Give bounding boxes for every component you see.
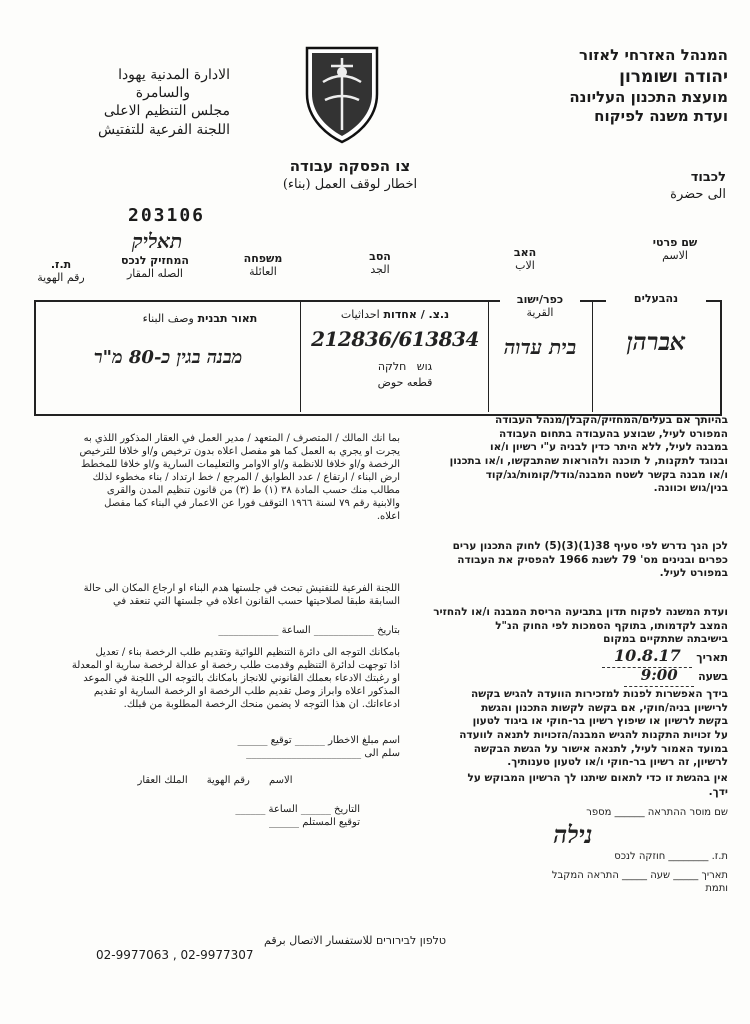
hebrew-para-2 [428,540,728,581]
village-he: כפר/ישוב [516,293,564,306]
arabic-authority-line: مجلس التنظيم الاعلى [103,103,230,120]
parcel-he: חלקה [377,360,407,373]
holder-sig-label: חוזקה לנכס [614,851,666,863]
hebrew-line: בנין/גוש וכוונה. [653,482,728,495]
hebrew-line: במפורט לעיל. [659,567,728,580]
hebrew-line: המצב לקדמותו, בתוקף הסמכות לפי החוק הנ"ל [495,619,728,632]
arabic-authority [30,66,230,139]
name-he: שם פרטי [652,236,698,249]
desc-ar: وصف البناء [142,312,194,325]
family-ar: العائلة [249,265,277,278]
hebrew-line: אין בהגשת זו כדי לתאום שיתנו לך הרשיון המבוקש על [467,772,728,784]
arabic-line: اللجنة الفرعية للتفتيش تبحث في جلستها هدم البناء او ارجاع المكان الى حالة [83,583,400,594]
hebrew-para-4 [418,688,728,770]
description-value: מבנה בגין כ-80 מ"ר [93,347,243,368]
arabic-authority-line: اللجنة الفرعية للتفتيش [97,121,230,138]
arabic-authority-line: والسامرة [135,85,190,102]
arabic-line: والابنية رقم ٧٩ لسنة ١٩٦٦ التوقف فورا عن الاعمار في البناء كما مفصل [104,498,400,509]
date-label: תאריך [701,870,728,882]
handwritten-signature: נילה [553,820,593,849]
arabic-line: يجرت او يجري به العمل كما هو مفصل اعلاه بدون ترخيص و/او خلافا للترخيص [79,446,400,457]
village-label [500,293,580,319]
footer-phone-text: טלפון לבירורים للاستفسار الاتصال برقم [264,934,446,947]
arabic-para-1 [30,432,400,523]
block-parcel-labels [330,360,480,373]
field-holder-label [110,254,200,280]
arabic-para-2 [30,582,400,608]
arabic-session: بتاريخ ____________ الساعة ____________ [218,625,400,636]
coords-value: 212836/613834 [311,327,479,351]
session-time-label: בשעה [698,670,728,683]
hebrew-authority-line: מועצת התכנון העליונה [569,87,728,106]
grandfather-ar: الجد [370,263,390,276]
holder-he: המחזיק לנכס [121,254,189,267]
holder-ar: الصله المقار [127,267,183,280]
id-ar: رقم الهوية [37,271,85,284]
serve-label: ותמת [705,883,728,895]
hebrew-para-5 [418,772,728,799]
arabic-line: المذكور اعلاه وابراز وصل تقديم طلب الرخصة او الرخصة السارية او تقديم [93,686,400,697]
hebrew-session-time [428,666,728,687]
hebrew-authority-line: המנהל האזרחי לאזור [579,46,728,64]
arabic-authority-line: الادارة المدنية يهودا [118,67,230,83]
document-title [240,157,460,193]
arabic-line: بما انك المالك / المتصرف / المتعهد / مدير العمل في العقار المذكور اللذي به [83,433,400,444]
arabic-date-label: بتاريخ [377,625,400,636]
block-he: גוש [416,360,433,373]
emblem-shield-icon [303,42,381,144]
field-grandfather-label [345,250,415,276]
session-time-value: 9:00 [624,666,694,687]
hebrew-para-3 [428,606,728,647]
recipient-label: سلم الى [364,748,400,759]
hebrew-authority-line: יהודה ושומרון [619,66,728,87]
arabic-line: ارض البناء / ارتفاع / عدد الطوابق / المرجع / خط ارتداد / بناء مخطوء لذلك [92,472,400,483]
name-ar: الاسم [662,249,688,262]
hebrew-line: במועד האמור לעיל, לתנאה אישור על הגשת הבקשה [473,742,728,755]
hebrew-line: כפרים ובנינים מס' 79 לשנת 1966 להפסיק את העבודה [457,553,728,566]
arabic-line: او رغبتك الادعاء بعملك القانوني للانجاز بامكانك بالتوجه الى اللجنة في الموعد [83,673,400,684]
order-number: 203106 [128,205,206,226]
hebrew-line: לכן הנך נדרש לפי סעיף 38(1)(3)(5) לחוק התכנון ערים [452,540,728,552]
grandfather-he: הסב [369,250,391,263]
hebrew-line: ו/או מבנה בקשר לשטח המבנה/גודל/קומות/גג/קוד [485,468,728,481]
father-he: האב [513,246,537,259]
parcel-ar-labels [330,376,480,389]
session-date-value: 10.8.17 [602,646,692,668]
father-ar: الاب [515,259,535,272]
coords-he: נ.צ. / אחדות [383,308,450,321]
col-name-label: الاسم [268,775,293,786]
hebrew-line: ידך. [708,785,728,798]
field-name-label [640,236,710,262]
coords-ar: احداثيات [340,308,380,321]
desc-he: תאור תבנית [197,312,258,325]
box-divider [488,302,489,412]
col-owner-label: الملك العقار [137,775,188,786]
arabic-para-3 [30,646,400,711]
field-father-label [490,246,560,272]
title-arabic: اخطار لوقف العمل (بناء) [282,176,418,192]
receiver-signature-label: توقيع المستلم [302,817,360,828]
desc-label [110,312,290,325]
owner-value: אברהן [626,327,686,356]
field-family-label [228,252,298,278]
family-he: משפחה [243,252,283,265]
hebrew-line: לרישיון בניה/חוקי, אם בקשה לקשות התכנון והגשת [481,701,728,714]
basin-ar: حوض [377,376,404,389]
arabic-line: مطالب منك حسب المادة ٣٨ (١) ط (٣) من قانون تنظيم المدن والقرى [106,485,400,496]
time2-label: الساعة [268,804,298,815]
field-id-label [26,258,96,284]
hebrew-para-1 [428,414,728,496]
hebrew-line: במבנה לעיל, ללא היתר כדין לבניה ע"י רשיון ו/או [489,441,728,454]
hebrew-line: על זכויות התקנות להגיש המבנה/הזכויות לתנאה לוועדה [459,728,728,741]
hebrew-authority [468,46,728,127]
hebrew-line: בקשת לרשיון או שיפוץ רשיון בר-חוקי או ביגוד לטעון [472,715,728,728]
village-value: בית עדוה [503,335,577,359]
addressee-ar: الى حضرة [670,186,726,202]
arabic-line: اعلاه. [376,511,400,522]
arabic-line: ادعاءاتك. ان هذا التوجه لا يضمن منحك الرخصة المطلوبة من قبلك. [123,699,400,710]
date2-label: التاريخ [334,804,360,815]
hebrew-line: לרשיון, זה רשיון בר-חוקי ו/או לטעון טענותיך. [507,756,728,769]
hebrew-session-date [428,646,728,668]
arabic-line: الرخصة و/او خلافا للانظمة و/او الاوامر والتعليمات السارية و/او خلافا للمخطط [81,459,400,470]
box-divider [300,302,301,412]
hebrew-line: המפורט לעיל, שבוצע בהעבודה בתחום העבודה [499,427,728,440]
issuer-name-label: שם מוסר ההתראה [647,807,728,818]
hebrew-line: בידך האפשרות לפנות למזכירות הוועדה להגיש בקשה [471,688,728,700]
arabic-line: بامكانك التوجه الى دائرة التنظيم اللوائية وتقديم طلب الرخصة بناء / تعديل [95,647,400,658]
arabic-line: اذا توجهت لدائرة التنظيم وقدمت طلب رخصة او عدالة لرخصة سارية او المعدلة [71,660,400,671]
parcel-ar: قطعه [406,376,433,389]
col-id-label: رقم الهوية [206,775,250,786]
receiver-label: התראה המקבל [551,870,619,882]
arabic-line: السابقة طبقا لصلاحيتها حسب القانون اعلاه في جلستها التي تنعقد في [113,596,400,607]
id-label: ת.ז. [711,851,728,863]
addressee [606,170,726,204]
hebrew-line: ועדת המשנה לפקוח תדון בתביעה הריסת המבנה ו/או להחזיר [433,606,728,618]
hebrew-signature-block: שם מוסר ההתראה ______ מספר נילה ת.ז. ________ חוזקה לנכס תאריך _____ שעה _____ התראה המקבל ותמת [418,806,728,895]
time-label: שעה [650,870,671,882]
hebrew-line: בישיבתה שתתקיים במקום [603,633,728,646]
issuer-id-label: מספר [586,807,612,818]
session-date-label: תאריך [696,651,728,664]
handwritten-date: תאליק [132,229,183,253]
signature-label: توقيع [270,735,292,746]
title-hebrew: צו הפסקה עבודה [289,157,411,175]
hebrew-authority-line: ועדת משנה לפיקוח [594,107,728,126]
footer-phones: 02-9977063 , 02-9977307 [96,948,254,962]
coords-label [320,308,470,321]
arabic-time-label: الساعة [281,625,311,636]
id-he: ת.ז. [50,258,72,271]
notifier-name-label: اسم مبلغ الاخطار [328,735,400,746]
hebrew-line: ובנוגד לתקנות, ל תוכנה ולהוראות שהתבקשו, ו/או בתכנון [449,454,728,467]
addressee-he: לכבוד [690,170,726,185]
village-ar: القرية [526,306,554,319]
owner-label: נהבעלים [606,292,706,305]
box-divider [592,302,593,412]
arabic-signature-block: اسم مبلغ الاخطار ______ توقيع ______ سلم الى _______________________ الاسم رقم الهوية الملك العقار التاريخ ______ الساعة ______ توقيع المستلم ______ [137,735,400,828]
hebrew-line: בהיותך אם בעלים/המחזיק/הקבלן/מנהל העבודה [494,414,728,426]
